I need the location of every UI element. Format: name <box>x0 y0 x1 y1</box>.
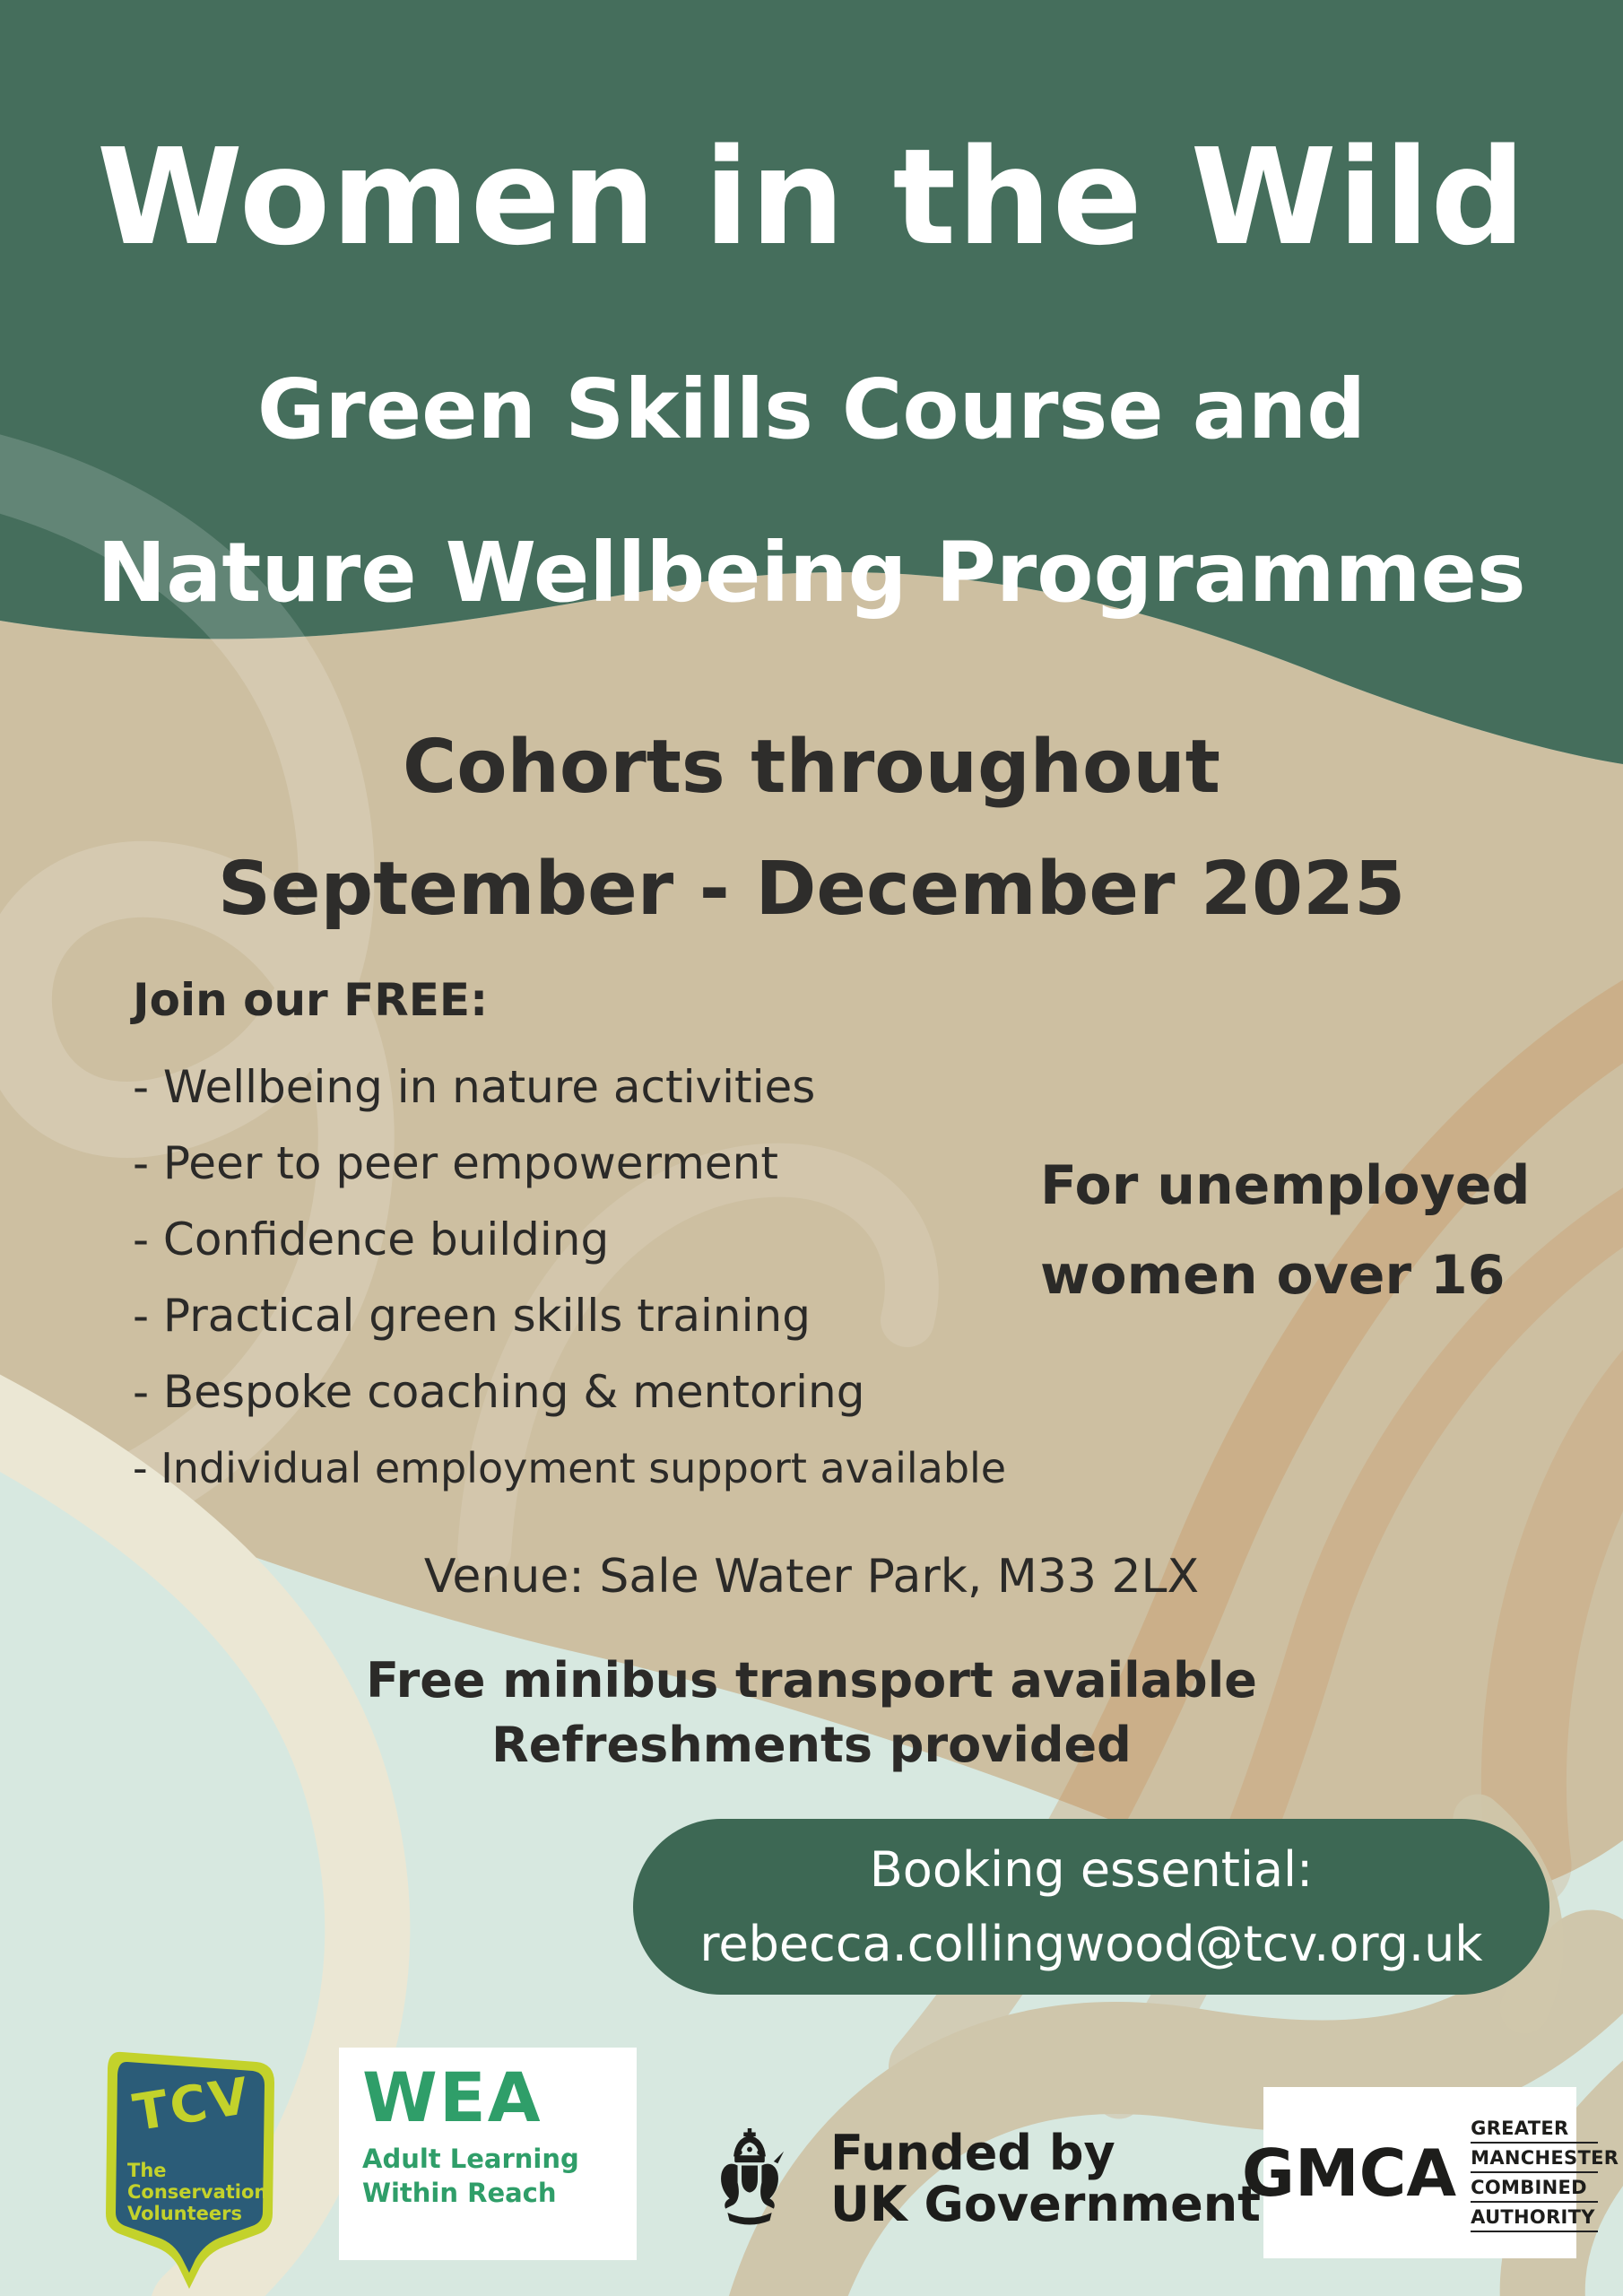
cohort-dates <box>0 707 1623 951</box>
venue-line: Venue: Sale Water Park, M33 2LX <box>423 1550 1200 1604</box>
uk-government-funding-text <box>830 2125 1261 2233</box>
wea-acronym: WEA <box>362 2057 542 2137</box>
poster-title: Women in the Wild <box>96 120 1527 274</box>
cohort-line-1: Cohorts throughout <box>403 725 1220 810</box>
audience-line-1: For unemployed <box>1040 1154 1531 1217</box>
list-item: - Confidence building <box>133 1213 610 1265</box>
refreshments-line: Refreshments provided <box>491 1717 1132 1773</box>
wea-tagline <box>362 2143 637 2210</box>
tcv-line-3: Volunteers <box>127 2203 243 2224</box>
tcv-logo <box>99 2047 278 2296</box>
subtitle-line-2: Nature Wellbeing Programmes <box>97 525 1526 621</box>
wea-tagline-line-2: Within Reach <box>362 2177 557 2208</box>
join-heading: Join our FREE: <box>133 974 489 1026</box>
gmca-words <box>1471 2114 1619 2232</box>
audience-line-2: women over 16 <box>1040 1244 1506 1307</box>
uk-government-line: UK Government <box>830 2176 1261 2233</box>
subtitle-line-1: Green Skills Course and <box>256 361 1367 457</box>
gmca-word: AUTHORITY <box>1471 2203 1598 2232</box>
booking-banner <box>633 1819 1549 1995</box>
gmca-logo <box>1241 2087 1619 2258</box>
gmca-acronym: GMCA <box>1241 2135 1457 2211</box>
free-offer-list <box>133 974 1006 1507</box>
booking-heading: Booking essential: <box>869 1841 1314 1898</box>
tcv-line-2: Conservation <box>127 2181 268 2203</box>
booking-email: rebecca.collingwood@tcv.org.uk <box>699 1916 1483 1972</box>
uk-crest-icon <box>692 2128 807 2229</box>
transport-line: Free minibus transport available <box>366 1652 1257 1709</box>
gmca-word: MANCHESTER <box>1471 2144 1598 2173</box>
audience-note <box>1040 1141 1530 1320</box>
tcv-line-1: The <box>127 2160 167 2181</box>
list-item: - Peer to peer empowerment <box>133 1137 778 1189</box>
list-item: - Individual employment support available <box>133 1444 1007 1492</box>
gmca-word: COMBINED <box>1471 2173 1598 2203</box>
wea-tagline-line-1: Adult Learning <box>362 2144 579 2174</box>
gmca-word: GREATER <box>1471 2114 1598 2144</box>
cohort-line-2: September - December 2025 <box>217 847 1406 932</box>
wea-logo <box>339 2048 637 2260</box>
list-item: - Practical green skills training <box>133 1290 811 1342</box>
list-item: - Wellbeing in nature activities <box>133 1061 816 1113</box>
tcv-acronym: TCV <box>129 2066 256 2144</box>
funded-by-line: Funded by <box>830 2125 1115 2181</box>
poster-subtitle <box>0 328 1623 655</box>
list-item: - Bespoke coaching & mentoring <box>133 1366 865 1418</box>
uk-government-funding-logo <box>692 2125 1261 2233</box>
